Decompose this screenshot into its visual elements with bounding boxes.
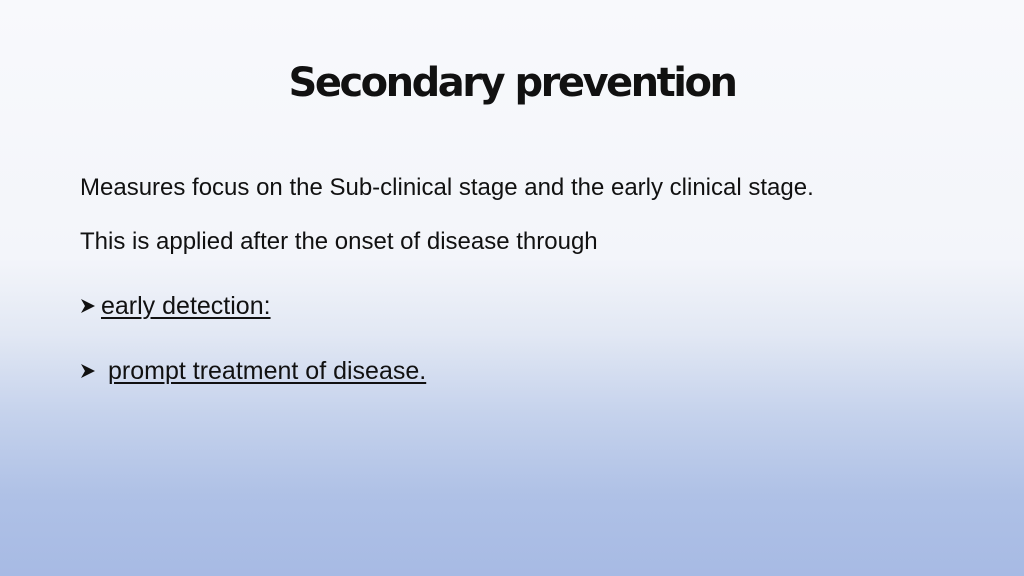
slide-title: Secondary prevention bbox=[288, 60, 736, 106]
bullet-item-early-detection bbox=[78, 290, 271, 322]
body-line-measures: Measures focus on the Sub-clinical stage and the early clinical stage. bbox=[80, 174, 814, 201]
bullet-text: prompt treatment of disease. bbox=[108, 357, 427, 385]
body-line-applied: This is applied after the onset of disease through bbox=[80, 228, 598, 255]
arrow-bullet-icon bbox=[78, 296, 98, 316]
arrow-bullet-icon bbox=[78, 361, 98, 381]
bullet-text: early detection: bbox=[101, 292, 271, 320]
bullet-item-prompt-treatment bbox=[78, 355, 426, 387]
